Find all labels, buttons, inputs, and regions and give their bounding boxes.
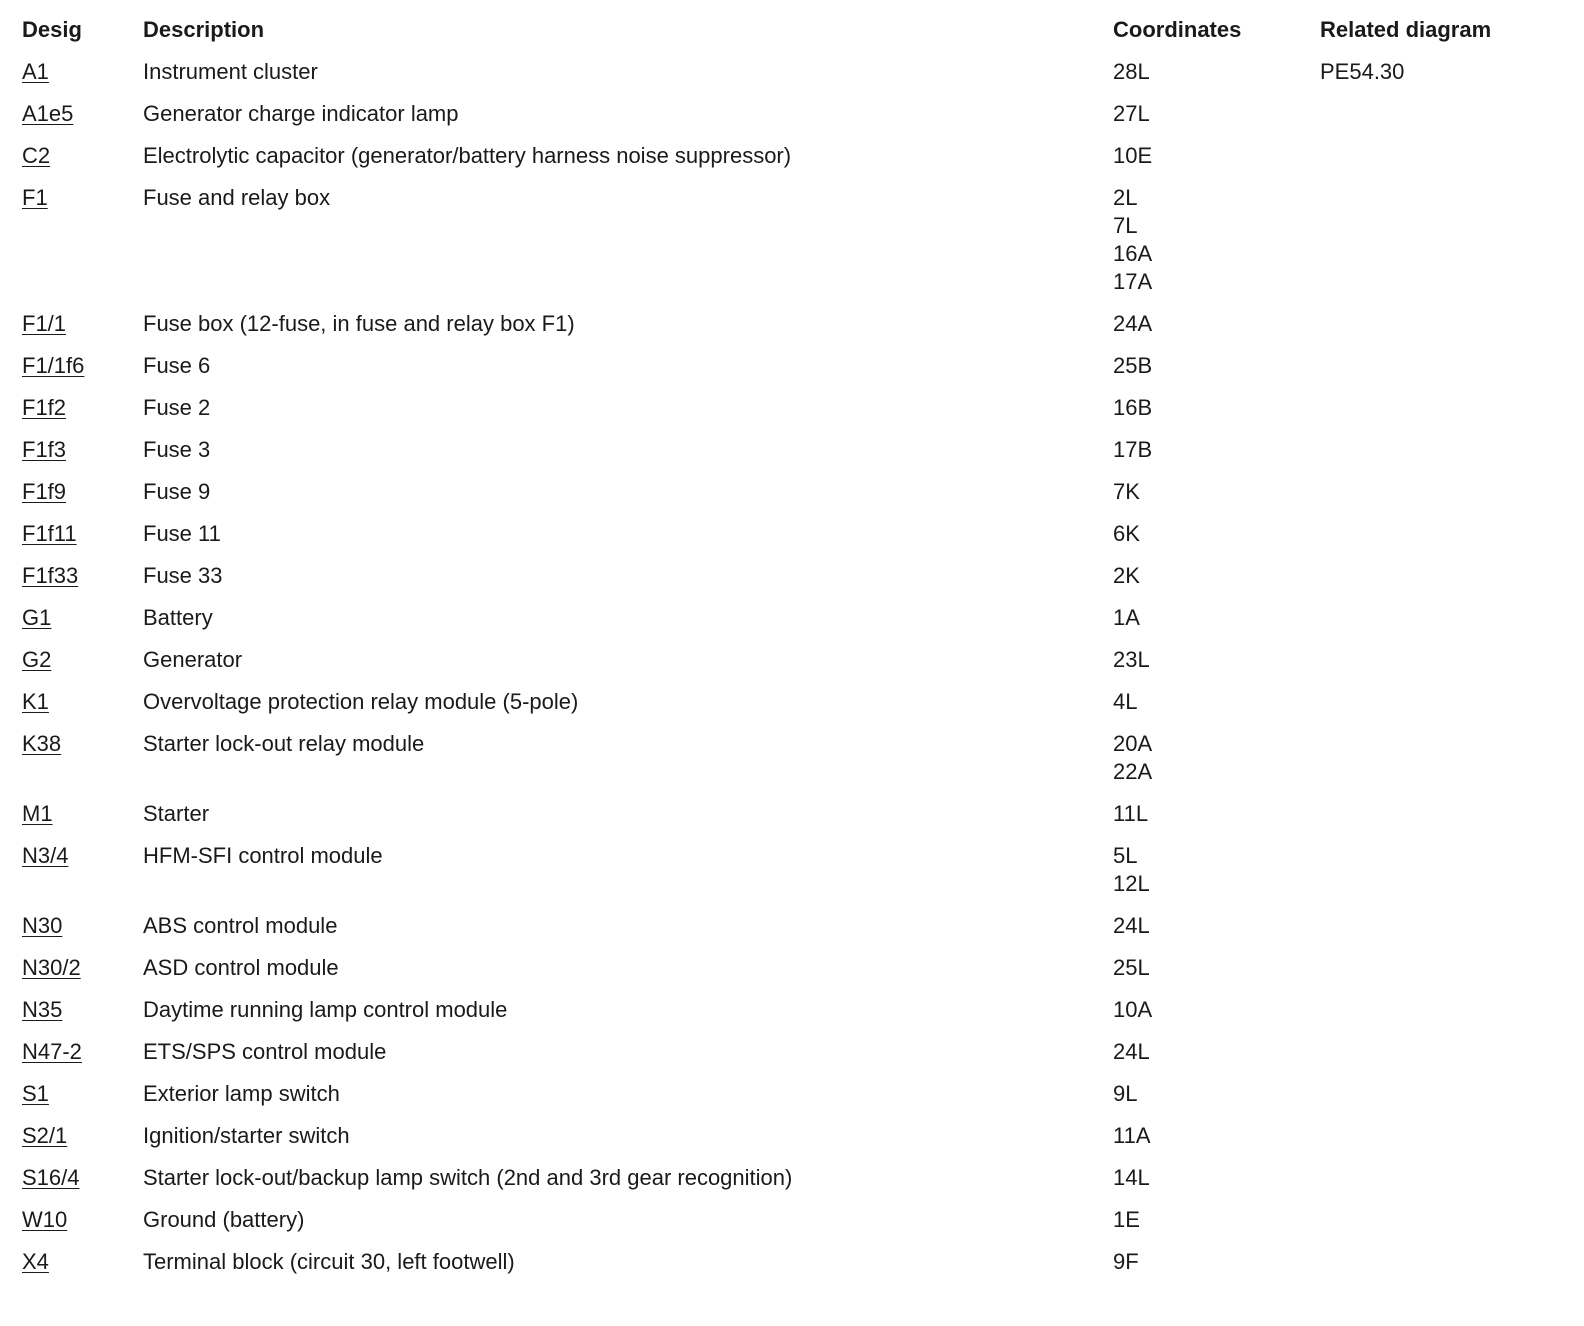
desig-cell (22, 310, 66, 338)
desig-cell (22, 912, 62, 940)
coordinates-cell (1113, 688, 1137, 716)
desig-link[interactable]: F1f3 (22, 437, 67, 462)
desig-link[interactable]: X4 (22, 1249, 49, 1274)
description-cell: Electrolytic capacitor (generator/battery harness noise suppressor) (143, 143, 792, 168)
coordinates-cell (1113, 58, 1150, 86)
coordinates-cell (1113, 996, 1152, 1024)
coordinate-value: 12L (1113, 871, 1150, 896)
coordinate-value: 16B (1113, 395, 1153, 420)
desig-link[interactable]: N47-2 (22, 1039, 82, 1064)
description-cell: ASD control module (143, 955, 339, 980)
desig-cell (22, 800, 53, 828)
coordinate-value: 17B (1113, 437, 1153, 462)
description-cell: ETS/SPS control module (143, 1039, 387, 1064)
description-cell: Starter lock-out relay module (143, 731, 425, 756)
coordinate-value: 25L (1113, 955, 1150, 980)
coordinate-value: 23L (1113, 647, 1150, 672)
description-cell: Terminal block (circuit 30, left footwell) (143, 1249, 515, 1274)
desig-cell (22, 646, 51, 674)
description-cell: Fuse 2 (143, 395, 211, 420)
coordinates-cell (1113, 562, 1140, 590)
desig-link[interactable]: M1 (22, 801, 53, 826)
coordinates-cell (1113, 520, 1140, 548)
desig-cell (22, 58, 49, 86)
desig-link[interactable]: A1e5 (22, 101, 74, 126)
description-cell: Generator (143, 647, 243, 672)
coordinate-value: 24L (1113, 1039, 1150, 1064)
desig-cell (22, 688, 49, 716)
description-cell: Daytime running lamp control module (143, 997, 508, 1022)
coordinate-value: 10E (1113, 143, 1153, 168)
desig-cell (22, 954, 81, 982)
desig-link[interactable]: A1 (22, 59, 49, 84)
description-cell: Instrument cluster (143, 59, 318, 84)
coordinate-value: 2K (1113, 563, 1140, 588)
coordinates-cell (1113, 646, 1150, 674)
coordinates-cell (1113, 1248, 1139, 1276)
desig-link[interactable]: C2 (22, 143, 51, 168)
desig-link[interactable]: N3/4 (22, 843, 69, 868)
coordinate-value: 24A (1113, 311, 1153, 336)
coordinate-value: 20A (1113, 731, 1153, 756)
desig-cell (22, 1038, 82, 1066)
coordinates-cell (1113, 1206, 1140, 1234)
desig-cell (22, 1206, 67, 1234)
desig-cell (22, 436, 66, 464)
description-cell: Starter (143, 801, 210, 826)
desig-cell (22, 394, 66, 422)
coordinates-cell (1113, 352, 1152, 380)
coordinates-cell (1113, 436, 1152, 464)
desig-cell (22, 142, 50, 170)
coordinates-cell (1113, 100, 1150, 128)
desig-link[interactable]: K1 (22, 689, 49, 714)
desig-cell (22, 1122, 67, 1150)
header-coordinates: Coordinates (1113, 17, 1242, 42)
coordinate-value: 11A (1113, 1123, 1151, 1148)
header-related-diagram: Related diagram (1320, 17, 1492, 42)
description-cell: Overvoltage protection relay module (5-pole) (143, 689, 579, 714)
related-diagram-cell: PE54.30 (1320, 59, 1405, 84)
description-cell: Ground (battery) (143, 1207, 305, 1232)
description-cell: ABS control module (143, 913, 338, 938)
coordinates-cell (1113, 1122, 1151, 1150)
desig-cell (22, 562, 78, 590)
coordinates-cell (1113, 142, 1152, 170)
coordinate-value: 1A (1113, 605, 1140, 630)
desig-link[interactable]: K38 (22, 731, 62, 756)
desig-link[interactable]: F1f9 (22, 479, 67, 504)
desig-link[interactable]: F1/1f6 (22, 353, 85, 378)
coordinates-cell (1113, 478, 1140, 506)
description-cell: HFM-SFI control module (143, 843, 383, 868)
description-cell: Fuse box (12-fuse, in fuse and relay box F1) (143, 311, 575, 336)
coordinates-cell (1113, 394, 1152, 422)
description-cell: Starter lock-out/backup lamp switch (2nd and 3rd gear recognition) (143, 1165, 793, 1190)
coordinates-cell (1113, 842, 1150, 898)
coordinates-cell (1113, 310, 1152, 338)
desig-cell (22, 352, 84, 380)
coordinate-value: 7K (1113, 479, 1140, 504)
desig-link[interactable]: F1f2 (22, 395, 67, 420)
coordinate-value: 22A (1113, 759, 1153, 784)
coordinates-cell (1113, 730, 1152, 786)
desig-cell (22, 842, 68, 870)
description-cell: Fuse 6 (143, 353, 211, 378)
description-cell: Battery (143, 605, 213, 630)
coordinate-value: 9L (1113, 1081, 1138, 1106)
desig-cell (22, 100, 73, 128)
coordinate-value: 14L (1113, 1165, 1150, 1190)
desig-cell (22, 730, 61, 758)
coordinate-value: 27L (1113, 101, 1150, 126)
desig-link[interactable]: F1f33 (22, 563, 79, 588)
desig-cell (22, 1248, 49, 1276)
desig-cell (22, 996, 62, 1024)
description-cell: Fuse 9 (143, 479, 211, 504)
coordinates-cell (1113, 912, 1150, 940)
coordinate-value: 11L (1113, 801, 1149, 826)
desig-cell (22, 478, 66, 506)
desig-link[interactable]: S16/4 (22, 1165, 80, 1190)
description-cell: Fuse 3 (143, 437, 211, 462)
coordinates-cell (1113, 184, 1152, 296)
coordinates-cell (1113, 1080, 1137, 1108)
coordinates-cell (1113, 1164, 1150, 1192)
description-cell: Fuse and relay box (143, 185, 331, 210)
coordinate-value: 4L (1113, 689, 1138, 714)
description-cell: Ignition/starter switch (143, 1123, 350, 1148)
header-desig: Desig (22, 17, 82, 42)
coordinate-value: 9F (1113, 1249, 1139, 1274)
desig-link[interactable]: F1/1 (22, 311, 67, 336)
coordinate-value: 10A (1113, 997, 1153, 1022)
coordinates-cell (1113, 800, 1148, 828)
desig-cell (22, 1080, 49, 1108)
coordinate-value: 5L (1113, 843, 1138, 868)
coordinate-value: 16A (1113, 241, 1153, 266)
desig-cell (22, 1164, 80, 1192)
desig-link[interactable]: S1 (22, 1081, 49, 1106)
desig-link[interactable]: S2/1 (22, 1123, 68, 1148)
description-cell: Exterior lamp switch (143, 1081, 340, 1106)
coordinate-value: 7L (1113, 213, 1138, 238)
desig-link[interactable]: W10 (22, 1207, 68, 1232)
description-cell: Fuse 11 (143, 521, 221, 546)
desig-link[interactable]: G1 (22, 605, 52, 630)
coordinate-value: 1E (1113, 1207, 1140, 1232)
desig-link[interactable]: N30 (22, 913, 63, 938)
coordinate-value: 2L (1113, 185, 1138, 210)
description-cell: Generator charge indicator lamp (143, 101, 459, 126)
desig-cell (22, 184, 48, 212)
coordinates-cell (1113, 954, 1150, 982)
description-cell: Fuse 33 (143, 563, 223, 588)
header-description: Description (143, 17, 265, 42)
coordinate-value: 25B (1113, 353, 1153, 378)
coordinates-cell (1113, 1038, 1150, 1066)
desig-link[interactable]: F1f11 (22, 521, 77, 546)
desig-cell (22, 520, 77, 548)
desig-link[interactable]: N30/2 (22, 955, 81, 980)
coordinates-cell (1113, 604, 1140, 632)
coordinate-value: 28L (1113, 59, 1150, 84)
desig-cell (22, 604, 51, 632)
coordinate-value: 24L (1113, 913, 1150, 938)
coordinate-value: 6K (1113, 521, 1140, 546)
desig-link[interactable]: G2 (22, 647, 52, 672)
coordinate-value: 17A (1113, 269, 1153, 294)
desig-link[interactable]: F1 (22, 185, 48, 210)
desig-link[interactable]: N35 (22, 997, 63, 1022)
